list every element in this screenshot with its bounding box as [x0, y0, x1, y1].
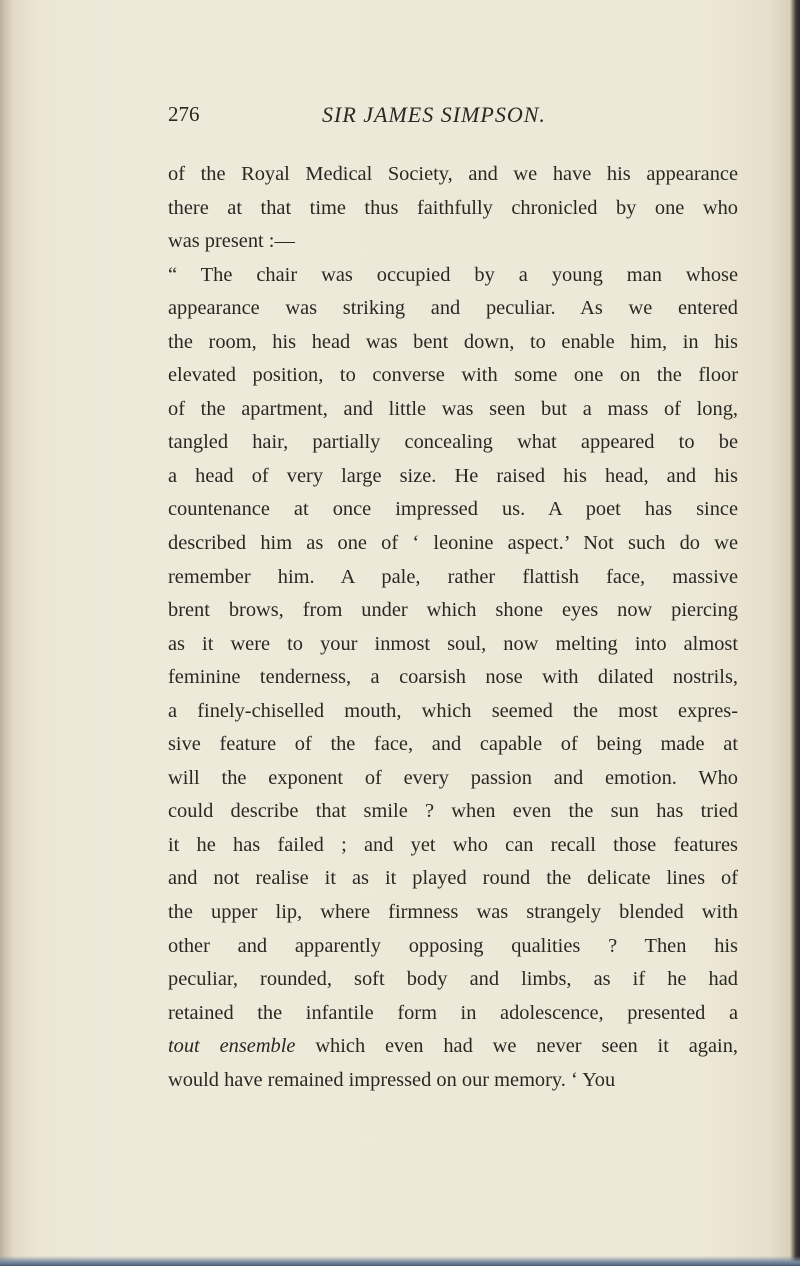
- line-text: it he has failed ; and yet who can recall those features: [168, 833, 738, 856]
- text-line: [168, 896, 738, 930]
- text-line: [168, 728, 738, 762]
- text-line: [168, 930, 738, 964]
- text-line: [168, 762, 738, 796]
- body-text: [168, 158, 738, 1097]
- text-line: [168, 426, 738, 460]
- line-text: brent brows, from under which shone eyes now piercing: [168, 599, 738, 622]
- line-text: described him as one of ‘ leonine aspect.’ Not such do we: [168, 532, 738, 555]
- text-line: [168, 997, 738, 1031]
- text-line: [168, 527, 738, 561]
- running-head: SIR JAMES SIMPSON.: [322, 102, 546, 127]
- line-text: “ The chair was occupied by a young man whose: [168, 263, 738, 286]
- line-text: peculiar, rounded, soft body and limbs, as if he had: [168, 968, 738, 991]
- text-line: [168, 862, 738, 896]
- text-line: [168, 963, 738, 997]
- line-text: the room, his head was bent down, to enable him, in his: [168, 330, 738, 353]
- text-line: [168, 628, 738, 662]
- line-text: would have remained impressed on our memory. ‘ You: [168, 1068, 616, 1091]
- text-line: [168, 225, 738, 259]
- line-text: a head of very large size. He raised his head, and his: [168, 464, 738, 487]
- text-line: [168, 594, 738, 628]
- line-text: retained the infantile form in adolescence, presented a: [168, 1001, 738, 1024]
- line-text: elevated position, to converse with some one on the floor: [168, 364, 738, 387]
- page-header: [168, 100, 738, 132]
- line-text: could describe that smile ? when even the sun has tried: [168, 800, 738, 823]
- text-line: [168, 561, 738, 595]
- text-line: [168, 493, 738, 527]
- line-text: as it were to your inmost soul, now melting into almost: [168, 632, 738, 655]
- text-line: [168, 661, 738, 695]
- text-line: [168, 393, 738, 427]
- page-gutter-shadow: [0, 0, 14, 1266]
- text-line: [168, 326, 738, 360]
- text-line: [168, 1064, 738, 1098]
- text-line: [168, 158, 738, 192]
- line-text: there at that time thus faithfully chronicled by one who: [168, 196, 738, 219]
- text-line: [168, 1030, 738, 1064]
- page-number: 276: [168, 102, 200, 126]
- line-text: feminine tenderness, a coarsish nose with dilated nostrils,: [168, 666, 738, 689]
- line-text: will the exponent of every passion and emotion. Who: [168, 766, 738, 789]
- text-line: [168, 192, 738, 226]
- line-text: of the Royal Medical Society, and we have his appearance: [168, 163, 738, 185]
- line-text: appearance was striking and peculiar. As we entered: [168, 297, 738, 320]
- text-line: [168, 259, 738, 293]
- text-line: [168, 359, 738, 393]
- line-text: other and apparently opposing qualities ? Then his: [168, 934, 738, 957]
- text-line: [168, 460, 738, 494]
- italic-phrase: tout ensemble: [168, 1035, 296, 1058]
- line-text: the upper lip, where firmness was strangely blended with: [168, 901, 738, 924]
- line-text: remember him. A pale, rather flattish face, massive: [168, 565, 738, 588]
- line-text: and not realise it as it played round the delicate lines of: [168, 867, 738, 890]
- line-text: of the apartment, and little was seen but a mass of long,: [168, 397, 738, 420]
- page-right-edge: [790, 0, 800, 1266]
- text-line: [168, 795, 738, 829]
- line-text: a finely-chiselled mouth, which seemed the most expres-: [168, 699, 738, 722]
- text-line: [168, 829, 738, 863]
- line-text: tangled hair, partially concealing what appeared to be: [168, 431, 738, 454]
- line-text: sive feature of the face, and capable of being made at: [168, 733, 738, 756]
- page-bottom-edge: [0, 1256, 800, 1266]
- text-line: [168, 292, 738, 326]
- text-line: [168, 695, 738, 729]
- line-text: countenance at once impressed us. A poet has since: [168, 498, 738, 521]
- line-text: which even had we never seen it again,: [295, 1035, 738, 1058]
- line-text: was present :—: [168, 230, 295, 253]
